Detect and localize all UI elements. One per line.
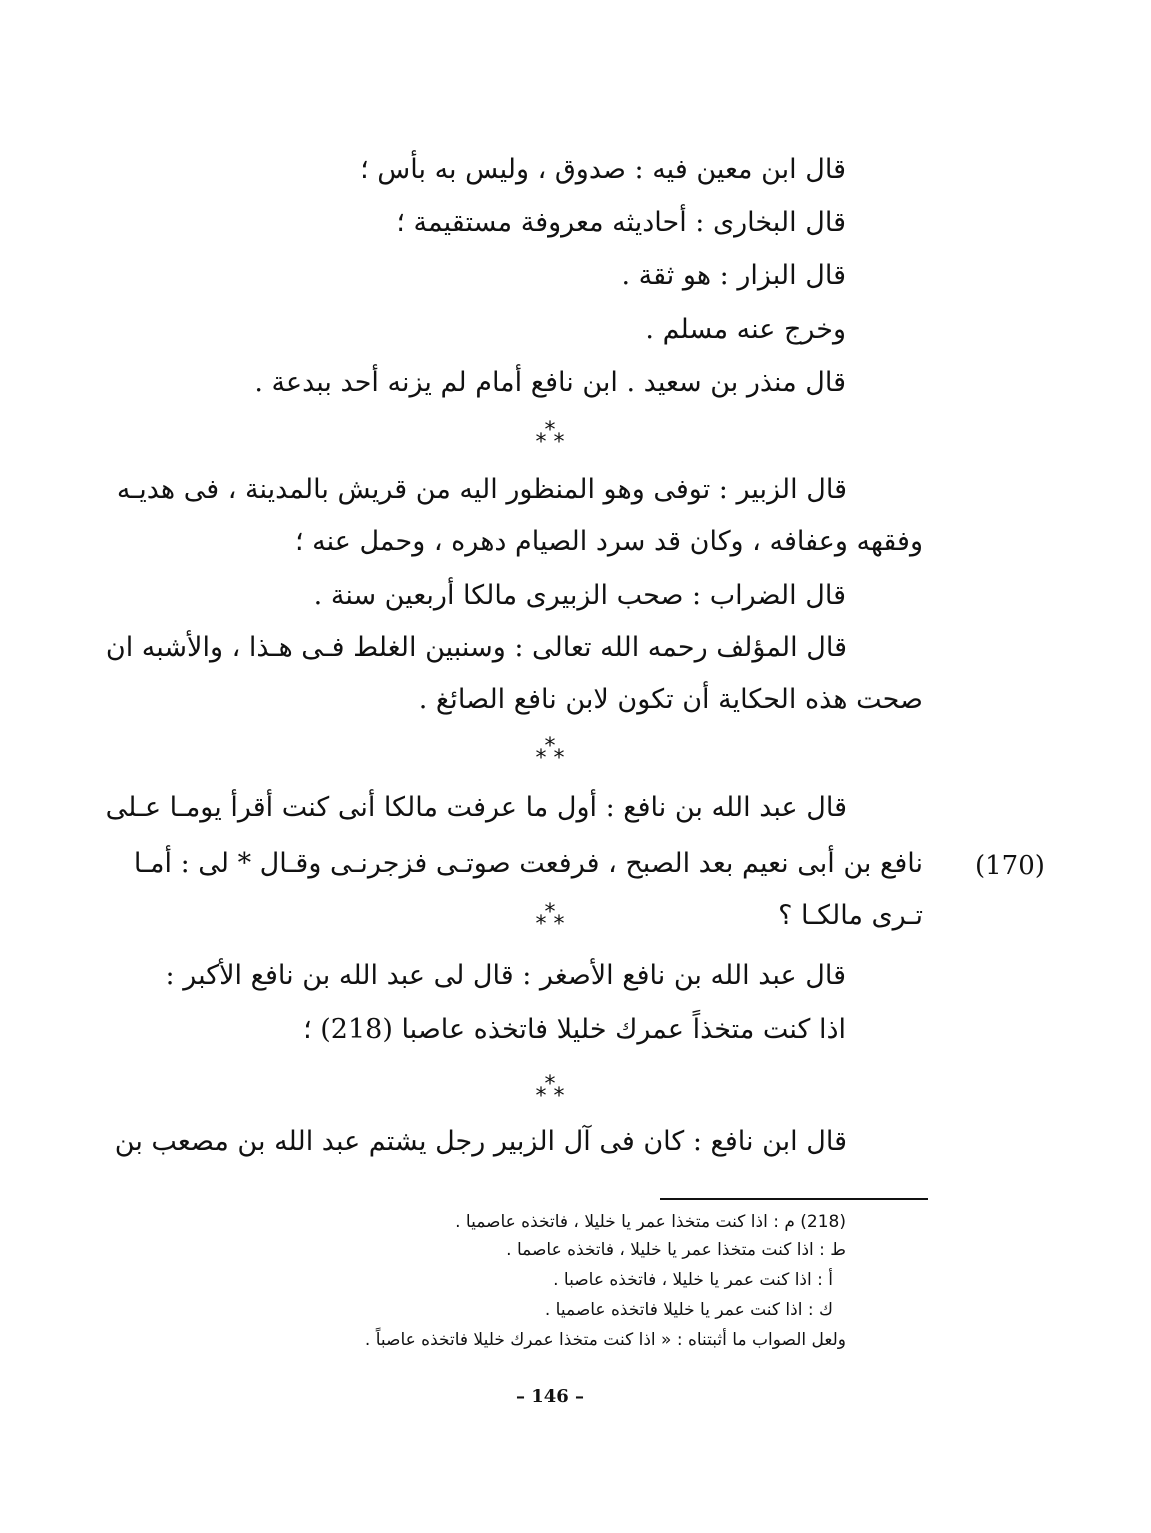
section-separator bbox=[515, 420, 585, 454]
text-line: صحت هذه الحكاية أن تكون لابن نافع الصائغ . bbox=[418, 684, 923, 715]
text-line: قال الضراب : صحب الزبيرى مالكا أربعين سنة . bbox=[313, 580, 846, 611]
text-line: قال ابن معين فيه : صدوق ، وليس به بأس ؛ bbox=[360, 154, 846, 185]
footnote-line: ولعل الصواب ما أثبتناه : « اذا كنت متخذا عمرك خليلا فاتخذه عاصباً . bbox=[364, 1330, 846, 1350]
separator-star: * bbox=[544, 1072, 556, 1097]
text-line: قال عبد الله بن نافع : أول ما عرفت مالكا أنى كنت أقرأ يومـا عـلى bbox=[105, 792, 847, 823]
footnote-rule bbox=[660, 1198, 928, 1200]
separator-star: * bbox=[544, 900, 556, 925]
text-line: قال المؤلف رحمه الله تعالى : وسنبين الغلط فـى هـذا ، والأشبه ان bbox=[105, 632, 847, 663]
separator-stars-pair: * * bbox=[535, 430, 565, 455]
text-line: قال البخارى : أحاديثه معروفة مستقيمة ؛ bbox=[396, 207, 846, 238]
separator-star: * bbox=[544, 734, 556, 759]
text-line: قال ابن نافع : كان فى آل الزبير رجل يشتم عبد الله بن مصعب بن bbox=[114, 1126, 847, 1157]
footnote-line: ك : اذا كنت عمر يا خليلا فاتخذه عاصميا . bbox=[544, 1300, 833, 1320]
footnote-line: (218) م : اذا كنت متخذا عمر يا خليلا ، فاتخذه عاصميا . bbox=[455, 1212, 846, 1232]
text-line: تـرى مالكـا ؟ bbox=[778, 900, 923, 931]
separator-star: * bbox=[544, 418, 556, 443]
section-separator bbox=[515, 736, 585, 770]
margin-number: (170) bbox=[975, 851, 1045, 881]
text-line: قال البزار : هو ثقة . bbox=[621, 260, 846, 291]
separator-stars-pair: * * bbox=[535, 912, 565, 937]
section-separator bbox=[515, 1074, 585, 1108]
text-line: قال منذر بن سعيد . ابن نافع أمام لم يزنه أحد ببدعة . bbox=[254, 367, 846, 398]
page-number: – 146 – bbox=[515, 1386, 585, 1407]
text-line: قال عبد الله بن نافع الأصغر : قال لى عبد الله بن نافع الأكبر : bbox=[165, 960, 846, 991]
footnote-line: ط : اذا كنت متخذا عمر يا خليلا ، فاتخذه عاصما . bbox=[506, 1240, 846, 1260]
text-line: نافع بن أبى نعيم بعد الصبح ، فرفعت صوتـى فزجرنـى وقـال * لى : أمـا bbox=[133, 848, 923, 879]
text-line: اذا كنت متخذاً عمرك خليلا فاتخذه عاصبا (218) ؛ bbox=[303, 1014, 846, 1045]
text-line: وخرج عنه مسلم . bbox=[645, 314, 846, 345]
separator-stars-pair: * * bbox=[535, 746, 565, 771]
section-separator bbox=[515, 902, 585, 936]
separator-stars-pair: * * bbox=[535, 1084, 565, 1109]
footnote-line: أ : اذا كنت عمر يا خليلا ، فاتخذه عاصبا . bbox=[553, 1270, 833, 1290]
text-line: قال الزبير : توفى وهو المنظور اليه من قريش بالمدينة ، فى هديـه bbox=[116, 474, 847, 505]
text-line: وفقهه وعفافه ، وكان قد سرد الصيام دهره ، وحمل عنه ؛ bbox=[295, 526, 923, 557]
